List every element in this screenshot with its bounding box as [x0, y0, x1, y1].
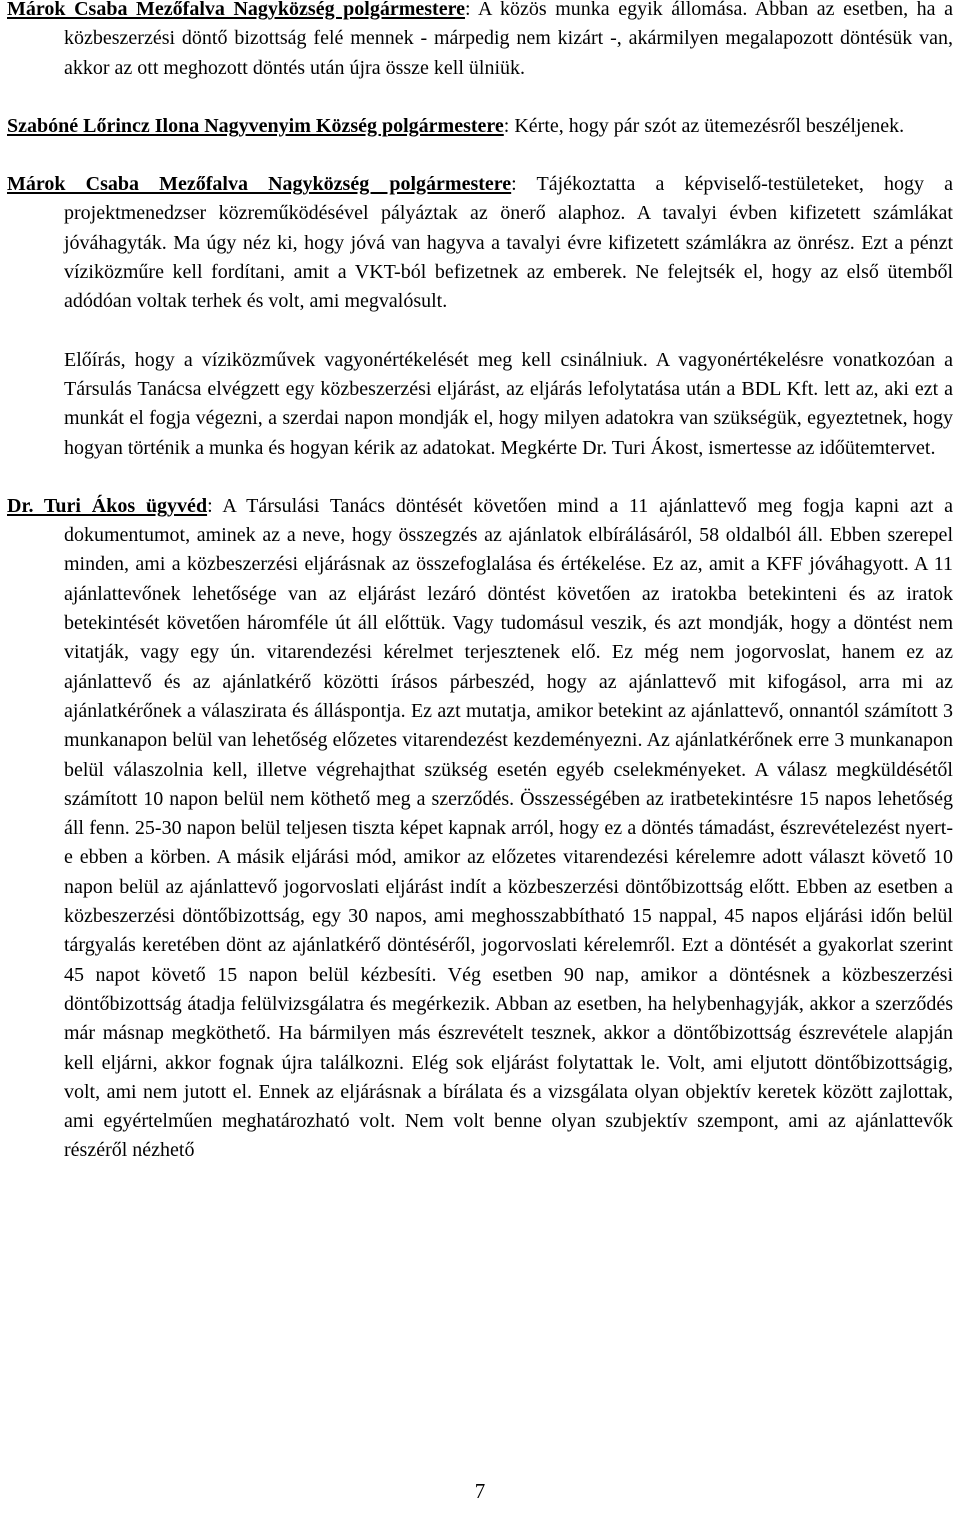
speaker-name: Dr. Turi Ákos ügyvéd [7, 494, 208, 517]
paragraph-eloiras [7, 346, 953, 463]
paragraph-text: Kérte, hogy pár szót az ütemezésről beszéljenek. [514, 114, 905, 137]
paragraph-marok-1: Márok Csaba Mezőfalva Nagyközség polgármestere: A közös munka egyik állomása. Abban az esetben, ha a közbeszerzési döntő bizottság felé mennek - márpedig nem kizárt -, akármilyen megalapozott döntésük van, akkor az ott meghozott döntés után újra össze kell ülniük. [7, 0, 954, 79]
document-page [7, 0, 953, 1166]
paragraph-turi: Dr. Turi Ákos ügyvéd: A Társulási Tanács döntését követően mind a 11 ajánlattevő meg fogja kapni azt a dokumentumot, aminek az a neve, hogy összegzés az ajánlatok elbírálásáról, 58 oldalból áll. Ebben szerepel minden, ami a közbeszerzési eljárásnak az összefoglalása és értékelése. Ez az, amit a KFF jóváhagyott. A 11 ajánlattevőnek lehetősége van az eljárást lezáró döntést követően az iratokba betekinteni és az iratok betekintését követően háromféle út áll előttük. Vagy tudomásul veszik, és azt mondják, hogy a döntést nem vitatják, vagy egy ún. vitarendezési kérelmet terjesztenek elő. Ez még nem jogorvoslat, hanem ez az ajánlattevő és az ajánlatkérő közötti írásos párbeszéd, hogy az ajánlattevő mit kifogásol, arra mi az ajánlatkérőnek a válaszirata és álláspontja. Ez azt mutatja, amikor betekint az ajánlattevő, onnantól számított 3 munkanapon belül van lehetőség előzetes vitarendezést kezdeményezni. Az ajánlatkérőnek erre 3 munkanapon belül válaszolnia kell, illetve végrehajthat szükség esetén egyéb cselekményeket. A válasz megküldésétől számított 10 napon belül nem köthető meg a szerződés. Összességében az iratbetekintésre 15 napos lehetőség áll fenn. 25-30 napon belül teljesen tiszta képet kapnak arról, hogy ez a döntés támadást, észrevételezést nyert-e ebben a körben. A másik eljárási mód, amikor az előzetes vitarendezési kérelemre adott választ követő 10 napon belül az ajánlattevő jogorvoslati eljárást indít a közbeszerzési döntőbizottság előtt. Ebben az esetben a közbeszerzési döntőbizottság, egy 30 napos, ami meghosszabbítható 15 nappal, 45 napos eljárási időn belül tárgyalás keretében dönt az ajánlatkérő döntéséről, jogorvoslati kérelemről. Ezt a döntését a gyakorlat szerint 45 napot követő 15 napon belül kézbesíti. Vég esetben 90 nap, amikor a döntésnek a közbeszerzési döntőbizottság átadja felülvizsgálatra és megérkezik. Abban az esetben, ha helybenhagyják, akkor a szerződés már másnap megköthető. Ha bármilyen más észrevételt tesznek, akkor a döntőbizottság észrevétele alapján kell eljárni, akkor fognak újra találkozni. Elég sok eljárást folytattak le. Volt, ami eljutott döntőbizottságig, volt, ami nem jutott el. Ennek az eljárásnak a bírálata és a vizsgálata olyan objektív keretek között zajlottak, ami egyértelműen meghatározható volt. Nem volt benne olyan szubjektív szempont, ami az ajánlattevők részéről nézhető [7, 494, 954, 1162]
paragraph-szabone: Szabóné Lőrincz Ilona Nagyvenyim Község polgármestere: Kérte, hogy pár szót az ütemezésről beszéljenek. [7, 114, 905, 137]
paragraph-gap [7, 317, 953, 346]
paragraph-text: Előírás, hogy a víziközművek vagyonértékelését meg kell csinálniuk. A vagyonértékelésre vonatkozóan a Társulás Tanácsa elvégzett egy közbeszerzési eljárást, az eljárás lefolytatása után a BDL Kft. lett az, aki ezt a munkát el fogja végezni, a szerdai napon mondják el, hogy milyen adatokra van szükségük, egyeztetnek, hogy hogyan történik a munka és hogyan kérik az adatokat. Megkérte Dr. Turi Ákost, ismertesse az időütemtervet. [64, 348, 953, 459]
speaker-name: Márok Csaba Mezőfalva Nagyközség polgármestere [7, 173, 512, 196]
paragraph-gap [7, 83, 953, 112]
paragraph-marok-2: Márok Csaba Mezőfalva Nagyközség polgármestere: Tájékoztatta a képviselő-testületeket, hogy a projektmenedzser közreműködésével pályáztak az önerő alaphoz. A tavalyi évben kifizetett számlákat jóváhagyták. Ma úgy néz ki, hogy jóvá van hagyva a tavalyi évre kifizetett számlákra az önrész. Ezt a pénzt víziközműre kell fordítani, amit a VKT-ból befizetnek az emberek. Ne felejtsék el, hogy az első ütemből adódóan voltak terhek és volt, ami megvalósult. [7, 173, 954, 313]
speaker-name: Szabóné Lőrincz Ilona Nagyvenyim Község polgármestere [7, 114, 504, 137]
page-number: 7 [474, 1479, 486, 1503]
paragraph-text: A közös munka egyik állomása. Abban az esetben, ha a közbeszerzési döntő bizottság felé mennek - márpedig nem kizárt -, akármilyen megalapozott döntésük van, akkor az ott meghozott döntés után újra össze kell ülniük. [64, 0, 954, 79]
paragraph-text: A Társulási Tanács döntését követően mind a 11 ajánlattevő meg fogja kapni azt a dokumentumot, aminek az a neve, hogy összegzés az ajánlatok elbírálásáról, 58 oldalból áll. Ebben szerepel minden, ami a közbeszerzési eljárásnak az összefoglalása és értékelése. Ez az, amit a KFF jóváhagyott. A 11 ajánlattevőnek lehetősége van az eljárást lezáró döntést követően az iratokba betekinteni és az iratok betekintését követően háromféle út áll előttük. Vagy tudomásul veszik, és azt mondják, hogy a döntést nem vitatják, vagy egy ún. vitarendezési kérelmet terjesztenek elő. Ez még nem jogorvoslat, hanem ez az ajánlattevő és az ajánlatkérő közötti írásos párbeszéd, hogy az ajánlattevő mit kifogásol, arra mi az ajánlatkérőnek a válaszirata és álláspontja. Ez azt mutatja, amikor betekint az ajánlattevő, onnantól számított 3 munkanapon belül van lehetőség előzetes vitarendezést kezdeményezni. Az ajánlatkérőnek erre 3 munkanapon belül válaszolnia kell, illetve végrehajthat szükség esetén egyéb cselekményeket. A válasz megküldésétől számított 10 napon belül nem köthető meg a szerződés. Összességében az iratbetekintésre 15 napos lehetőség áll fenn. 25-30 napon belül teljesen tiszta képet kapnak arról, hogy ez a döntés támadást, észrevételezést nyert-e ebben a körben. A másik eljárási mód, amikor az előzetes vitarendezési kérelemre adott választ követő 10 napon belül az ajánlattevő jogorvoslati eljárást indít a közbeszerzési döntőbizottság előtt. Ebben az esetben a közbeszerzési döntőbizottság, egy 30 napos, ami meghosszabbítható 15 nappal, 45 napos eljárási időn belül tárgyalás keretében dönt az ajánlatkérő döntéséről, jogorvoslati kérelemről. Ezt a döntését a gyakorlat szerint 45 napot követő 15 napon belül kézbesíti. Vég esetben 90 nap, amikor a döntésnek a közbeszerzési döntőbizottság átadja felülvizsgálatra és megérkezik. Abban az esetben, ha helybenhagyják, akkor a szerződés már másnap megköthető. Ha bármilyen más észrevételt tesznek, akkor a döntőbizottság észrevétele alapján kell eljárni, akkor fognak újra találkozni. Elég sok eljárást folytattak le. Volt, ami eljutott döntőbizottságig, volt, ami nem jutott el. Ennek az eljárásnak a bírálata és a vizsgálata olyan objektív keretek között zajlottak, ami egyértelműen meghatározható volt. Nem volt benne olyan szubjektív szempont, ami az ajánlattevők részéről nézhető [64, 494, 954, 1162]
speaker-name: Márok Csaba Mezőfalva Nagyközség polgármestere [7, 0, 465, 20]
paragraph-gap [7, 141, 953, 170]
paragraph-gap [7, 463, 953, 492]
paragraph-text: Tájékoztatta a képviselő-testületeket, hogy a projektmenedzser közreműködésével pályáztak az önerő alaphoz. A tavalyi évben kifizetett számlákat jóváhagyták. Ma úgy néz ki, hogy jóvá van hagyva a tavalyi évre kifizetett számlákra az önrész. Ezt a pénzt víziközműre kell fordítani, amit a VKT-ból befizetnek az emberek. Ne felejtsék el, hogy az első ütemből adódóan voltak terhek és volt, ami megvalósult. [64, 173, 954, 313]
